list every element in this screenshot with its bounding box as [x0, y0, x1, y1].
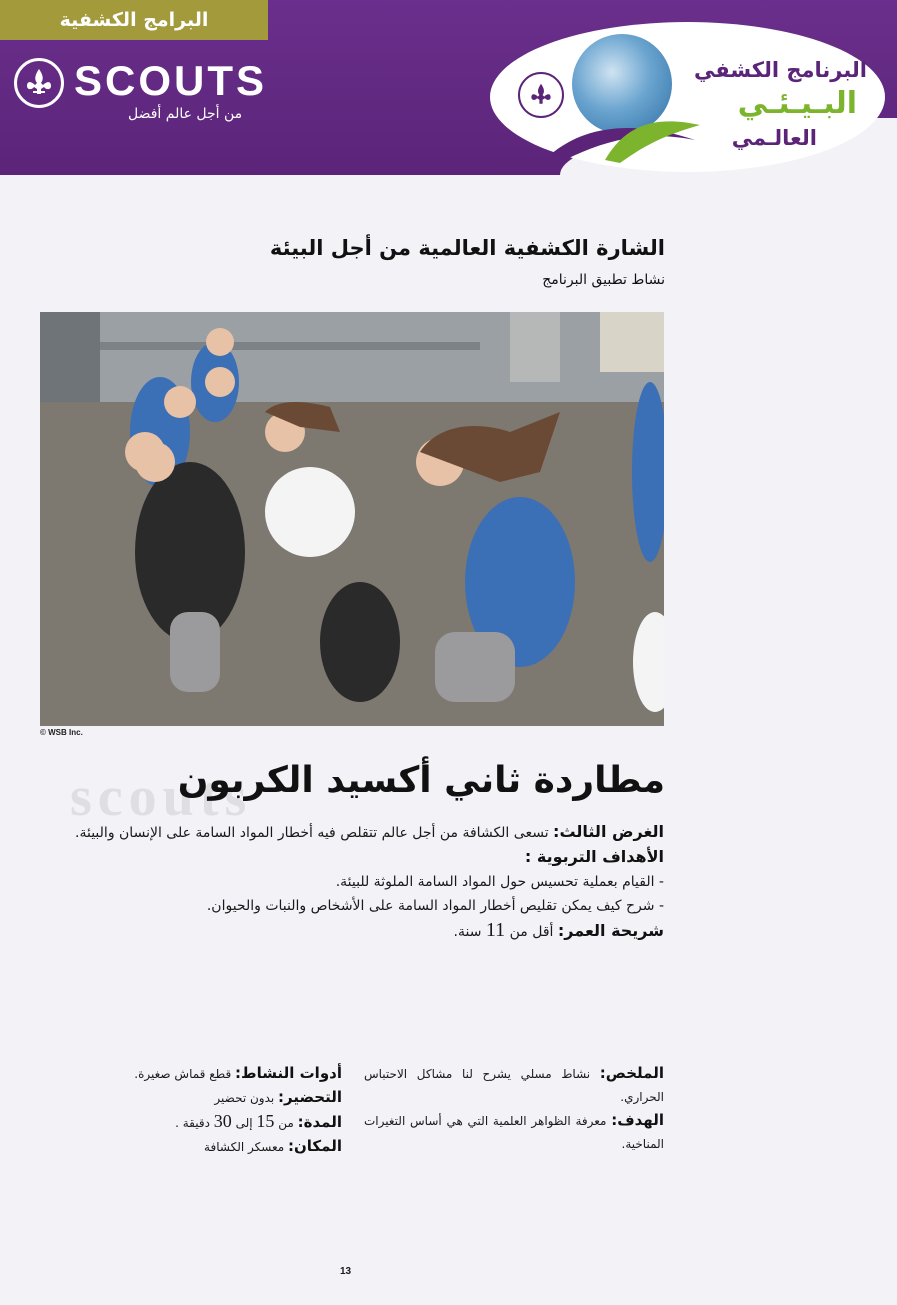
place-line [60, 1135, 342, 1159]
logistics-column [60, 1062, 342, 1159]
objective-item: - شرح كيف يمكن تقليص أخطار المواد السامة على الأشخاص والنبات والحيوان. [206, 898, 664, 914]
activity-details [40, 820, 664, 944]
age-group-number: 11 [485, 919, 506, 941]
materials-label: أدوات النشاط: [235, 1064, 342, 1082]
summary-paragraph [364, 1062, 664, 1109]
duration-to-word: إلى [235, 1116, 253, 1130]
programme-name-line2: البـيـئـي [737, 86, 857, 121]
duration-unit: دقيقة . [175, 1116, 210, 1130]
age-group-prefix: أقل من [509, 924, 554, 940]
age-group-label: شريحة العمر: [557, 921, 664, 940]
scouts-tagline: من أجل عالم أفضل [128, 106, 243, 122]
materials-text: قطع قماش صغيرة. [134, 1067, 232, 1081]
objective-item: - القيام بعملية تحسيس حول المواد السامة الملوثة للبيئة. [335, 874, 664, 890]
main-heading: مطاردة ثاني أكسيد الكربون [177, 760, 665, 801]
badge-title: الشارة الكشفية العالمية من أجل البيئة [269, 236, 665, 260]
objectives-heading [40, 845, 664, 870]
preparation-line [60, 1086, 342, 1110]
materials-line [60, 1062, 342, 1086]
activity-subtitle: نشاط تطبيق البرنامج [542, 272, 665, 288]
purpose-paragraph [40, 820, 664, 845]
purpose-text: تسعى الكشافة من أجل عالم تتقلص فيه أخطار المواد السامة على الإنسان والبيئة. [75, 825, 549, 841]
scouts-running-photo [40, 312, 664, 726]
photo-credit: © WSB Inc. [40, 728, 83, 737]
programme-name-line1: البرنامج الكشفي [694, 58, 867, 82]
place-label: المكان: [288, 1137, 342, 1155]
emblem-fleur-icon [518, 72, 564, 118]
goal-paragraph [364, 1109, 664, 1156]
summary-column [364, 1062, 664, 1156]
duration-to: 30 [213, 1111, 232, 1131]
summary-label: الملخص: [599, 1064, 664, 1082]
page-header [0, 0, 897, 175]
place-text: معسكر الكشافة [204, 1140, 285, 1154]
series-tab: البرامج الكشفية [0, 0, 268, 40]
watermark: scouts [70, 766, 253, 828]
summary-text: نشاط مسلي يشرح لنا مشاكل الاحتباس الحراري. [364, 1067, 664, 1104]
page-number: 13 [340, 1266, 352, 1277]
leaf-swoosh-icon [545, 95, 705, 165]
age-group [40, 918, 664, 944]
preparation-text: بدون تحضير [214, 1091, 275, 1105]
scouts-wordmark: SCOUTS [74, 57, 268, 104]
duration-line [60, 1110, 342, 1135]
programme-name-line3: العالـمي [731, 126, 817, 150]
goal-text: معرفة الظواهر العلمية التي هي أساس التغيرات المناخية. [364, 1114, 664, 1151]
preparation-label: التحضير: [278, 1088, 342, 1106]
duration-from: 15 [256, 1111, 275, 1131]
duration-label: المدة: [297, 1113, 342, 1131]
objectives-label: الأهداف التربوية : [524, 847, 664, 866]
purpose-label: الغرض الثالث: [553, 822, 664, 841]
fleur-de-lis-icon [14, 58, 64, 108]
goal-label: الهدف: [611, 1111, 664, 1129]
duration-from-word: من [278, 1116, 294, 1130]
age-group-suffix: سنة. [453, 924, 482, 940]
